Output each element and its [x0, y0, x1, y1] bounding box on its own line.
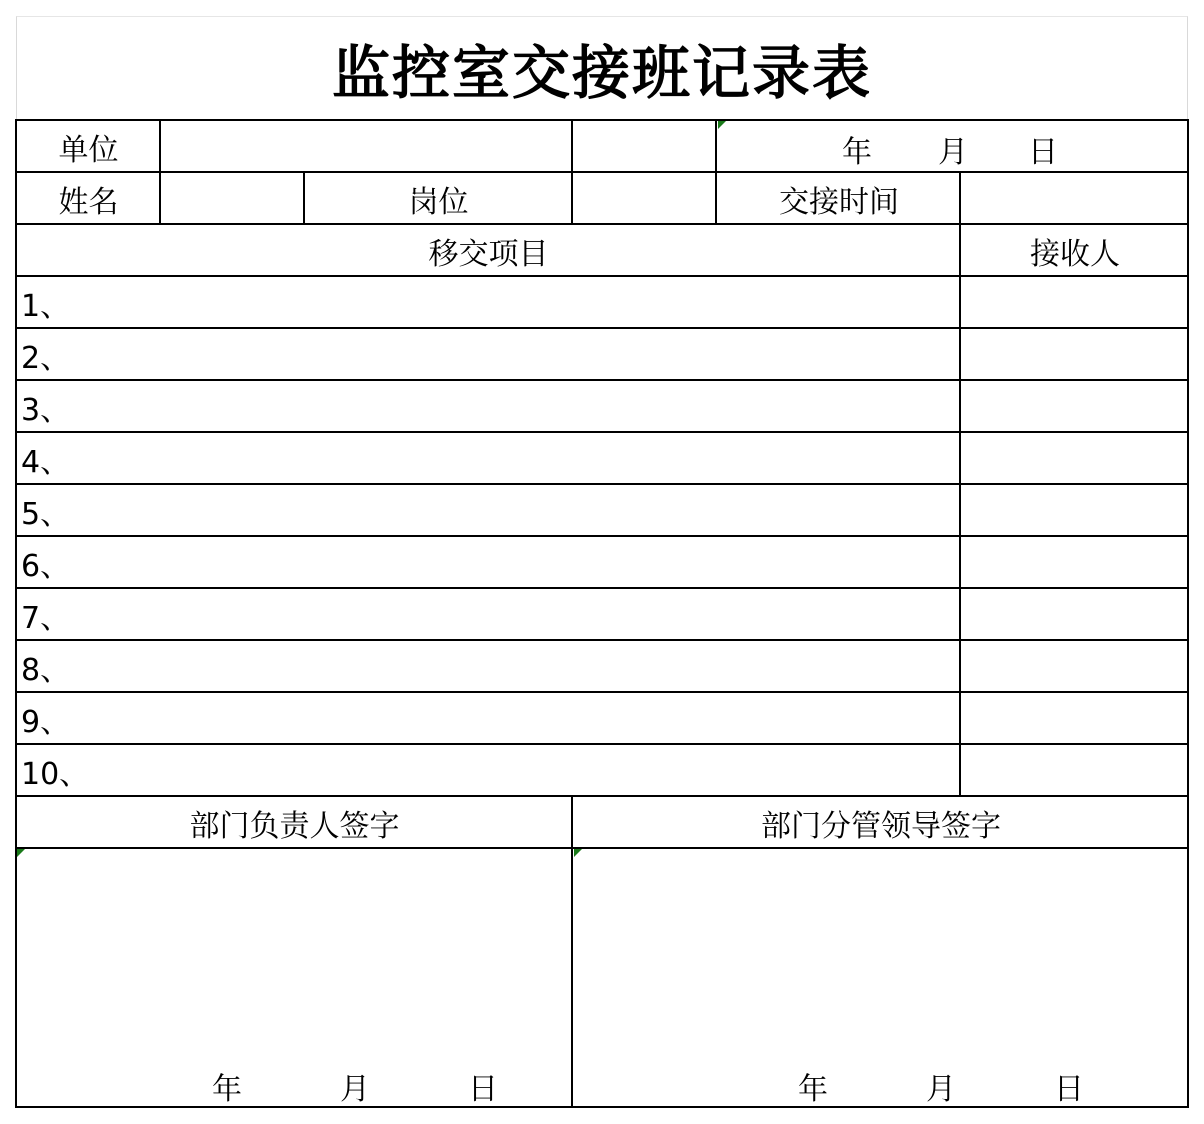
- right-sign-day: 日: [1054, 1072, 1084, 1107]
- items-header: 移交项目: [428, 236, 549, 272]
- item-row-label: 3、: [21, 392, 71, 428]
- unit-extra-cell[interactable]: [574, 121, 716, 172]
- item-row-label: 7、: [21, 600, 71, 636]
- handover-time-value-cell[interactable]: [962, 173, 1188, 224]
- handover-time-label: 交接时间: [779, 184, 899, 220]
- left-sign-day: 日: [468, 1072, 498, 1107]
- item-row-label: 6、: [21, 548, 71, 584]
- date-year: 年: [842, 135, 872, 170]
- unit-label: 单位: [58, 132, 119, 168]
- date-day: 日: [1028, 135, 1058, 170]
- item-row-receiver-cell[interactable]: [962, 433, 1188, 484]
- name-value-cell[interactable]: [162, 173, 303, 224]
- item-row-receiver-cell[interactable]: [962, 277, 1188, 328]
- cell-marker: [17, 849, 25, 857]
- post-label: 岗位: [408, 184, 469, 220]
- item-row-label: 8、: [21, 652, 71, 688]
- item-row-label: 1、: [21, 288, 71, 324]
- receiver-header: 接收人: [1030, 236, 1120, 272]
- item-row-receiver-cell[interactable]: [962, 329, 1188, 380]
- item-row-receiver-cell[interactable]: [962, 381, 1188, 432]
- item-row-receiver-cell[interactable]: [962, 485, 1188, 536]
- cell-marker: [574, 849, 582, 857]
- item-row-label: 10、: [21, 756, 90, 792]
- item-row-receiver-cell[interactable]: [962, 693, 1188, 744]
- dept-leader-sign-area[interactable]: [574, 849, 1188, 1107]
- dept-leader-sign-label: 部门分管领导签字: [761, 808, 1001, 844]
- item-row-receiver-cell[interactable]: [962, 537, 1188, 588]
- name-label: 姓名: [58, 184, 119, 220]
- post-value-cell[interactable]: [574, 173, 716, 224]
- item-row-label: 4、: [21, 444, 71, 480]
- item-row-label: 9、: [21, 704, 71, 740]
- item-row-label: 2、: [21, 340, 71, 376]
- item-row-receiver-cell[interactable]: [962, 589, 1188, 640]
- left-sign-month: 月: [340, 1072, 370, 1107]
- item-row-receiver-cell[interactable]: [962, 745, 1188, 796]
- item-row-label: 5、: [21, 496, 71, 532]
- right-sign-year: 年: [798, 1072, 828, 1107]
- unit-value-cell[interactable]: [162, 121, 572, 172]
- left-sign-year: 年: [212, 1072, 242, 1107]
- date-month: 月: [938, 135, 968, 170]
- page-title: 监控室交接班记录表: [331, 39, 872, 107]
- right-sign-month: 月: [926, 1072, 956, 1107]
- dept-head-sign-label: 部门负责人签字: [189, 808, 400, 844]
- item-row-receiver-cell[interactable]: [962, 641, 1188, 692]
- cell-marker: [718, 121, 726, 129]
